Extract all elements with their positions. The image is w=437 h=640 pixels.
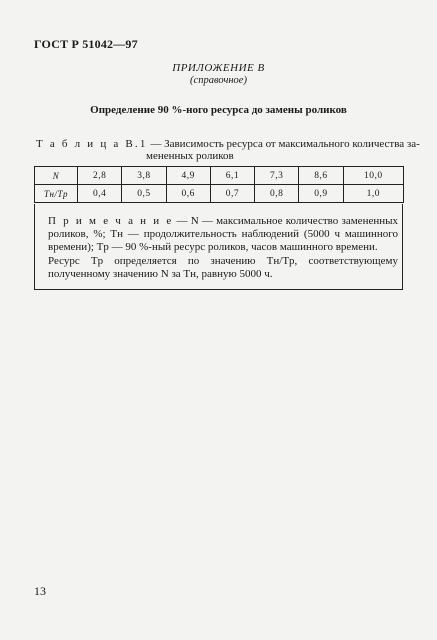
table-cell: 1,0 bbox=[343, 185, 404, 203]
appendix-title: ПРИЛОЖЕНИЕ В bbox=[172, 62, 265, 74]
table-caption-continued: мененных роликов bbox=[146, 150, 234, 162]
table-cell: 6,1 bbox=[210, 167, 254, 185]
row-header-n: N bbox=[35, 167, 78, 185]
note-paragraph-2: Ресурс Tр определяется по значению Tн/Tр, соответствующему полученному значению N за Tн, равную 5000 ч. bbox=[48, 255, 398, 280]
table-cell: 10,0 bbox=[343, 167, 404, 185]
table-cell: 0,5 bbox=[122, 185, 166, 203]
note-paragraph-1 bbox=[48, 215, 398, 254]
row-header-ratio: Tн/Tр bbox=[35, 185, 78, 203]
table-caption-label: Т а б л и ц а В.1 bbox=[36, 138, 148, 150]
table-caption bbox=[36, 138, 420, 150]
table-cell: 7,3 bbox=[255, 167, 299, 185]
table-cell: 4,9 bbox=[166, 167, 210, 185]
table-row bbox=[35, 185, 404, 203]
table-cell: 0,8 bbox=[255, 185, 299, 203]
table-cell: 0,4 bbox=[78, 185, 122, 203]
resource-table bbox=[34, 166, 404, 203]
page-number: 13 bbox=[34, 584, 46, 598]
note-label: П р и м е ч а н и е bbox=[48, 215, 174, 227]
table-cell: 8,6 bbox=[299, 167, 343, 185]
table-cell: 0,6 bbox=[166, 185, 210, 203]
note-text-1: — N — максимальное количество замененных роликов, %; Tн — продолжительность наблюдений (5000 ч машинного времени); Tр — 90 %-ный ресурс роликов, часов машинного времени. bbox=[48, 215, 399, 253]
table-caption-text: — Зависимость ресурса от максимального количества за- bbox=[147, 138, 420, 150]
table-cell: 2,8 bbox=[78, 167, 122, 185]
table-row bbox=[35, 167, 404, 185]
appendix-note: (справочное) bbox=[190, 75, 247, 86]
table-cell: 0,9 bbox=[299, 185, 343, 203]
section-title: Определение 90 %-ного ресурса до замены роликов bbox=[90, 104, 347, 116]
standard-header: ГОСТ Р 51042—97 bbox=[34, 37, 138, 51]
table-cell: 0,7 bbox=[210, 185, 254, 203]
table-cell: 3,8 bbox=[122, 167, 166, 185]
